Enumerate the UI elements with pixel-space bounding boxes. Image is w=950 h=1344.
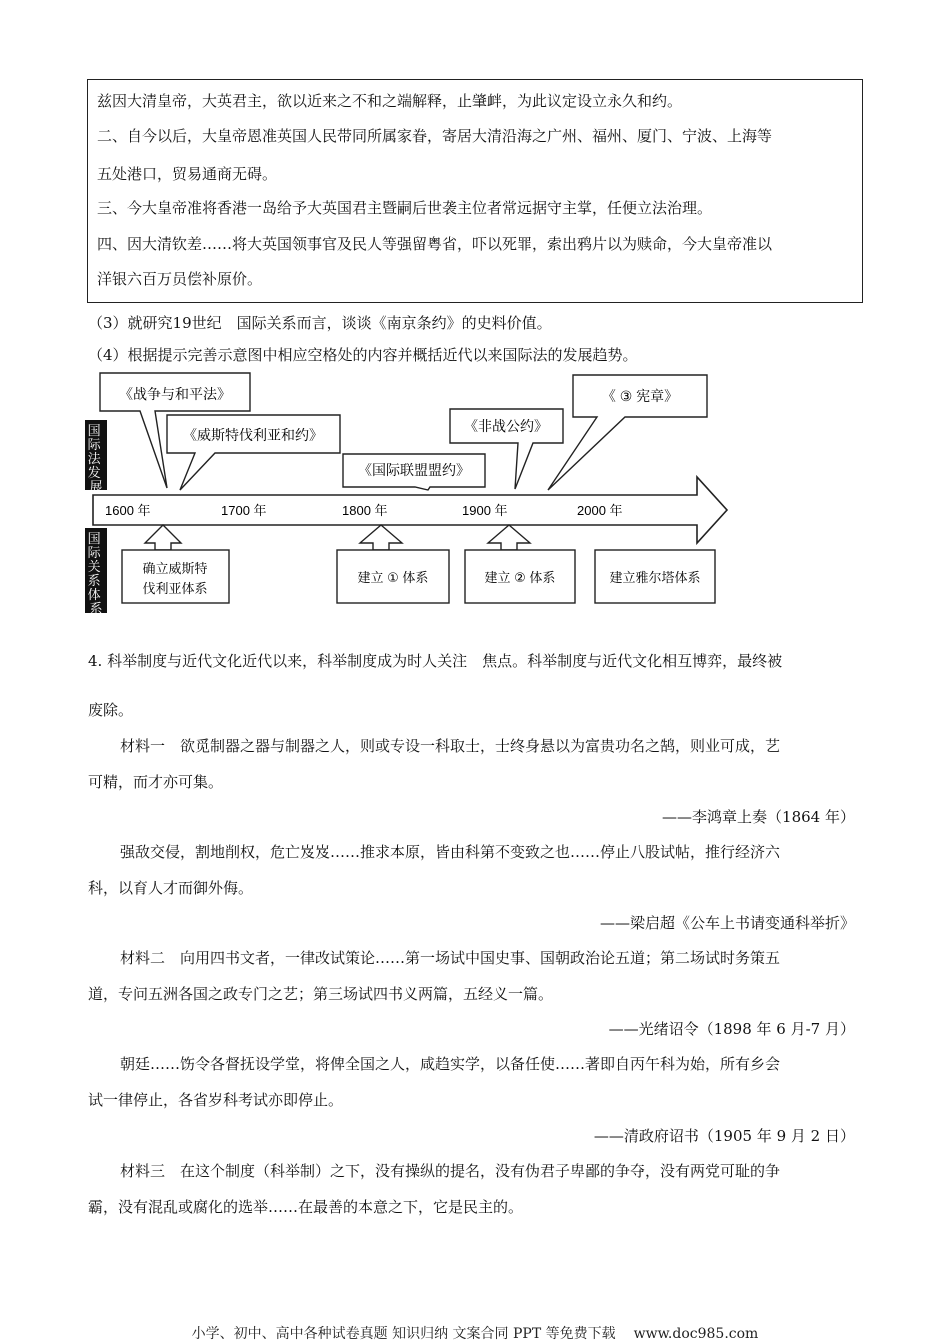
material-2b-line: 朝廷……饬令各督抚设学堂，将俾全国之人，咸趋实学，以备任使……著即自丙午科为始，所有乡会 <box>120 1055 781 1073</box>
question-4: （4）根据提示完善示意图中相应空格处的内容并概括近代以来国际法的发展趋势。 <box>88 346 638 364</box>
up-arrow <box>145 525 181 550</box>
material-source: ——清政府诏书（1905 年 9 月 2 日） <box>593 1127 855 1145</box>
up-arrow <box>488 525 530 550</box>
law-box-label: 《非战公约》 <box>464 418 548 434</box>
material-1-line: 材料一 欲觅制器之器与制器之人，则或专设一科取士，士终身悬以为富贵功名之鹄，则业可成，艺 <box>120 737 781 755</box>
treaty-line: 五处港口，贸易通商无碍。 <box>97 165 278 183</box>
system-box-label: 伐利亚体系 <box>142 581 208 596</box>
material-2-line: 材料二 向用四书文者，一律改试策论……第一场试中国史事、国朝政治论五道；第二场试时务策五 <box>120 949 781 967</box>
international-law-diagram <box>85 365 735 615</box>
bottom-label: 国 际 关 系 体 系 <box>87 531 103 615</box>
system-box-label: 建立 ① 体系 <box>357 570 429 585</box>
law-box-label: 《 ③ 宪章》 <box>601 388 679 404</box>
footer-text: 小学、初中、高中各种试卷真题 知识归纳 文案合同 PPT 等免费下载 <box>191 1326 616 1342</box>
material-1-line: 可精，而才亦可集。 <box>88 773 224 791</box>
material-3-line: 霸，没有混乱或腐化的选举……在最善的本意之下，它是民主的。 <box>88 1198 524 1216</box>
law-box-label: 《国际联盟盟约》 <box>358 462 470 478</box>
treaty-line: 兹因大清皇帝，大英君主，欲以近来之不和之端解释，止肇衅，为此议定设立永久和约。 <box>97 92 683 110</box>
year-label: 1900 年 <box>462 503 508 518</box>
treaty-line: 四、因大清钦差……将大英国领事官及民人等强留粤省，吓以死罪，索出鸦片以为赎命，今大皇帝准以 <box>97 235 773 253</box>
year-label: 2000 年 <box>577 503 623 518</box>
question-3: （3）就研究19世纪 国际关系而言，谈谈《南京条约》的史料价值。 <box>88 314 552 332</box>
material-1b-line: 强敌交侵，割地削权，危亡岌岌……推求本原，皆由科第不变致之也……停止八股试帖，推行经济六 <box>120 843 781 861</box>
section4-heading: 4. 科举制度与近代文化近代以来，科举制度成为时人关注 焦点。科举制度与近代文化相互博弈，最终被 <box>88 652 783 670</box>
system-box-label: 确立威斯特 <box>142 561 208 576</box>
system-box-label: 建立 ② 体系 <box>484 570 556 585</box>
material-3-line: 材料三 在这个制度（科举制）之下，没有操纵的提名，没有伪君子卑鄙的争夺，没有两党可耻的争 <box>120 1162 781 1180</box>
law-box-label: 《战争与和平法》 <box>119 386 231 402</box>
treaty-line: 洋银六百万员偿补原价。 <box>97 270 263 288</box>
system-box-label: 建立雅尔塔体系 <box>609 570 701 585</box>
material-2-line: 道，专问五洲各国之政专门之艺；第三场试四书义两篇，五经义一篇。 <box>88 985 554 1003</box>
material-source: ——光绪诏令（1898 年 6 月-7 月） <box>608 1020 855 1038</box>
material-source: ——李鸿章上奏（1864 年） <box>662 808 855 826</box>
material-2b-line: 试一律停止，各省岁科考试亦即停止。 <box>88 1091 344 1109</box>
top-label: 国 际 法 发 展 <box>87 423 103 494</box>
up-arrow <box>360 525 402 550</box>
material-1b-line: 科，以育人才而御外侮。 <box>88 879 254 897</box>
section4-heading: 废除。 <box>88 701 134 719</box>
material-source: ——梁启超《公车上书请变通科举折》 <box>599 914 855 932</box>
footer-link[interactable]: www.doc985.com <box>633 1326 759 1342</box>
page-footer <box>0 1323 950 1343</box>
year-label: 1600 年 <box>105 503 151 518</box>
year-label: 1700 年 <box>221 503 267 518</box>
year-label: 1800 年 <box>342 503 388 518</box>
treaty-line: 三、今大皇帝准将香港一岛给予大英国君主暨嗣后世袭主位者常远据守主掌，任便立法治理。 <box>97 199 713 217</box>
treaty-line: 二、自今以后，大皇帝恩准英国人民带同所属家眷，寄居大清沿海之广州、福州、厦门、宁波、上海等 <box>97 127 773 145</box>
law-box-label: 《威斯特伐利亚和约》 <box>183 427 323 443</box>
